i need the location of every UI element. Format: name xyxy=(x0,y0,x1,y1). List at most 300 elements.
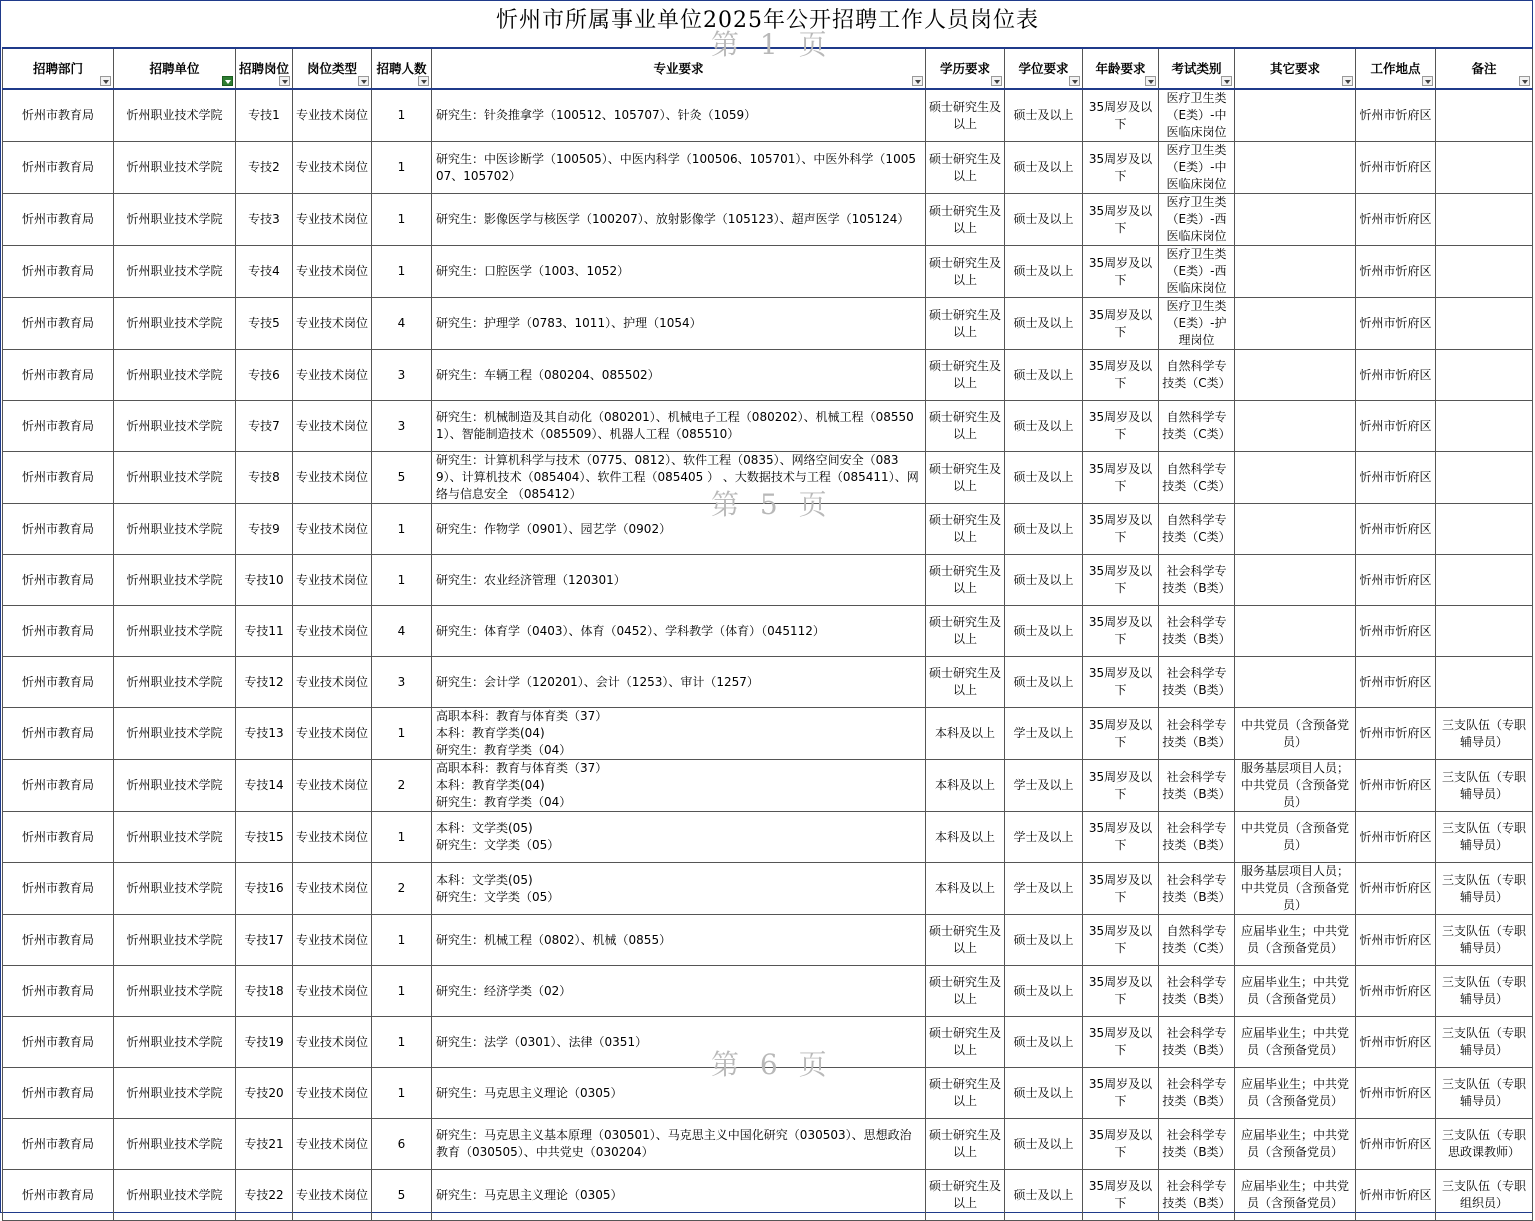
cell-place[interactable]: 忻州市忻府区 xyxy=(1356,1119,1436,1170)
cell-place[interactable]: 忻州市忻府区 xyxy=(1356,350,1436,401)
cell-type[interactable]: 专业技术岗位 xyxy=(293,194,372,246)
cell-note[interactable]: 三支队伍（专职辅导员） xyxy=(1436,708,1533,760)
cell-dept[interactable]: 忻州市教育局 xyxy=(3,555,114,606)
cell-major[interactable] xyxy=(432,708,926,760)
cell-place[interactable]: 忻州市忻府区 xyxy=(1356,966,1436,1017)
cell-place[interactable]: 忻州市忻府区 xyxy=(1356,760,1436,812)
cell-major[interactable] xyxy=(432,657,926,708)
cell-age[interactable]: 35周岁及以下 xyxy=(1083,708,1159,760)
cell-num[interactable]: 1 xyxy=(372,708,432,760)
cell-num[interactable]: 1 xyxy=(372,246,432,298)
cell-dept[interactable]: 忻州市教育局 xyxy=(3,760,114,812)
cell-place[interactable]: 忻州市忻府区 xyxy=(1356,246,1436,298)
cell-pos[interactable]: 专技14 xyxy=(236,760,293,812)
cell-place[interactable]: 忻州市忻府区 xyxy=(1356,863,1436,915)
cell-edu[interactable]: 本科及以上 xyxy=(926,760,1005,812)
filter-dropdown-icon[interactable] xyxy=(358,76,369,86)
cell-degree[interactable]: 硕士及以上 xyxy=(1005,194,1083,246)
cell-dept[interactable]: 忻州市教育局 xyxy=(3,350,114,401)
cell-edu[interactable]: 硕士研究生及以上 xyxy=(926,89,1005,142)
cell-other[interactable] xyxy=(1235,401,1356,452)
cell-pos[interactable]: 专技11 xyxy=(236,606,293,657)
cell-degree[interactable]: 硕士及以上 xyxy=(1005,657,1083,708)
cell-other[interactable] xyxy=(1235,606,1356,657)
cell-type[interactable]: 专业技术岗位 xyxy=(293,966,372,1017)
cell-edu[interactable]: 硕士研究生及以上 xyxy=(926,1170,1005,1221)
filter-dropdown-icon[interactable] xyxy=(1145,76,1156,86)
cell-degree[interactable]: 硕士及以上 xyxy=(1005,606,1083,657)
cell-place[interactable]: 忻州市忻府区 xyxy=(1356,298,1436,350)
cell-edu[interactable]: 硕士研究生及以上 xyxy=(926,1119,1005,1170)
cell-dept[interactable]: 忻州市教育局 xyxy=(3,915,114,966)
cell-unit[interactable]: 忻州职业技术学院 xyxy=(114,915,236,966)
cell-major[interactable] xyxy=(432,760,926,812)
cell-age[interactable]: 35周岁及以下 xyxy=(1083,1017,1159,1068)
cell-other[interactable] xyxy=(1235,350,1356,401)
cell-dept[interactable]: 忻州市教育局 xyxy=(3,89,114,142)
cell-major[interactable] xyxy=(432,298,926,350)
cell-exam[interactable]: 自然科学专技类（C类） xyxy=(1159,401,1235,452)
cell-place[interactable]: 忻州市忻府区 xyxy=(1356,142,1436,194)
cell-unit[interactable]: 忻州职业技术学院 xyxy=(114,142,236,194)
cell-age[interactable]: 35周岁及以下 xyxy=(1083,504,1159,555)
cell-note[interactable] xyxy=(1436,89,1533,142)
cell-num[interactable]: 1 xyxy=(372,504,432,555)
cell-degree[interactable]: 学士及以上 xyxy=(1005,708,1083,760)
cell-dept[interactable]: 忻州市教育局 xyxy=(3,401,114,452)
cell-degree[interactable]: 硕士及以上 xyxy=(1005,89,1083,142)
cell-dept[interactable]: 忻州市教育局 xyxy=(3,863,114,915)
table-row xyxy=(3,555,1533,606)
cell-place[interactable]: 忻州市忻府区 xyxy=(1356,1170,1436,1221)
cell-type[interactable]: 专业技术岗位 xyxy=(293,708,372,760)
cell-age[interactable]: 35周岁及以下 xyxy=(1083,401,1159,452)
cell-age[interactable]: 35周岁及以下 xyxy=(1083,350,1159,401)
cell-other[interactable]: 服务基层项目人员；中共党员（含预备党员） xyxy=(1235,760,1356,812)
cell-place[interactable]: 忻州市忻府区 xyxy=(1356,401,1436,452)
cell-exam[interactable]: 医疗卫生类（E类）-西医临床岗位 xyxy=(1159,246,1235,298)
cell-note[interactable]: 三支队伍（专职辅导员） xyxy=(1436,760,1533,812)
cell-age[interactable]: 35周岁及以下 xyxy=(1083,606,1159,657)
cell-exam[interactable]: 社会科学专技类（B类） xyxy=(1159,1170,1235,1221)
cell-exam[interactable]: 社会科学专技类（B类） xyxy=(1159,1119,1235,1170)
cell-other[interactable]: 应届毕业生；中共党员（含预备党员） xyxy=(1235,1017,1356,1068)
filter-dropdown-icon[interactable] xyxy=(418,76,429,86)
cell-other[interactable]: 应届毕业生；中共党员（含预备党员） xyxy=(1235,1170,1356,1221)
cell-edu[interactable]: 硕士研究生及以上 xyxy=(926,504,1005,555)
cell-degree[interactable]: 硕士及以上 xyxy=(1005,504,1083,555)
filter-dropdown-icon[interactable] xyxy=(1069,76,1080,86)
cell-place[interactable]: 忻州市忻府区 xyxy=(1356,812,1436,863)
cell-place[interactable]: 忻州市忻府区 xyxy=(1356,555,1436,606)
cell-edu[interactable]: 硕士研究生及以上 xyxy=(926,915,1005,966)
cell-other[interactable] xyxy=(1235,246,1356,298)
cell-other[interactable]: 中共党员（含预备党员） xyxy=(1235,708,1356,760)
cell-unit[interactable]: 忻州职业技术学院 xyxy=(114,350,236,401)
filter-active-icon[interactable] xyxy=(222,76,233,86)
cell-unit[interactable]: 忻州职业技术学院 xyxy=(114,246,236,298)
cell-num[interactable]: 2 xyxy=(372,863,432,915)
filter-dropdown-icon[interactable] xyxy=(991,76,1002,86)
cell-exam[interactable]: 社会科学专技类（B类） xyxy=(1159,1068,1235,1119)
cell-type[interactable]: 专业技术岗位 xyxy=(293,246,372,298)
filter-dropdown-icon[interactable] xyxy=(1422,76,1433,86)
cell-degree[interactable]: 硕士及以上 xyxy=(1005,401,1083,452)
cell-place[interactable]: 忻州市忻府区 xyxy=(1356,1068,1436,1119)
cell-major[interactable] xyxy=(432,555,926,606)
cell-age[interactable]: 35周岁及以下 xyxy=(1083,966,1159,1017)
cell-note[interactable]: 三支队伍（专职组织员） xyxy=(1436,1170,1533,1221)
cell-major[interactable] xyxy=(432,350,926,401)
cell-major[interactable] xyxy=(432,606,926,657)
cell-num[interactable]: 1 xyxy=(372,812,432,863)
cell-age[interactable]: 35周岁及以下 xyxy=(1083,760,1159,812)
cell-unit[interactable]: 忻州职业技术学院 xyxy=(114,1170,236,1221)
cell-exam[interactable]: 社会科学专技类（B类） xyxy=(1159,812,1235,863)
cell-dept[interactable]: 忻州市教育局 xyxy=(3,657,114,708)
cell-exam[interactable]: 社会科学专技类（B类） xyxy=(1159,863,1235,915)
cell-edu[interactable]: 硕士研究生及以上 xyxy=(926,1017,1005,1068)
cell-degree[interactable]: 硕士及以上 xyxy=(1005,1170,1083,1221)
cell-place[interactable]: 忻州市忻府区 xyxy=(1356,606,1436,657)
cell-type[interactable]: 专业技术岗位 xyxy=(293,863,372,915)
cell-pos[interactable]: 专技13 xyxy=(236,708,293,760)
cell-exam[interactable]: 社会科学专技类（B类） xyxy=(1159,708,1235,760)
cell-num[interactable]: 1 xyxy=(372,555,432,606)
cell-num[interactable]: 1 xyxy=(372,142,432,194)
cell-major[interactable] xyxy=(432,401,926,452)
cell-pos[interactable]: 专技9 xyxy=(236,504,293,555)
cell-place[interactable]: 忻州市忻府区 xyxy=(1356,708,1436,760)
cell-other[interactable] xyxy=(1235,194,1356,246)
cell-note[interactable] xyxy=(1436,142,1533,194)
cell-degree[interactable]: 硕士及以上 xyxy=(1005,142,1083,194)
cell-note[interactable]: 三支队伍（专职辅导员） xyxy=(1436,1068,1533,1119)
cell-type[interactable]: 专业技术岗位 xyxy=(293,298,372,350)
cell-note[interactable]: 三支队伍（专职思政课教师） xyxy=(1436,1119,1533,1170)
cell-num[interactable]: 4 xyxy=(372,606,432,657)
cell-dept[interactable]: 忻州市教育局 xyxy=(3,452,114,504)
cell-dept[interactable]: 忻州市教育局 xyxy=(3,504,114,555)
cell-other[interactable] xyxy=(1235,504,1356,555)
cell-unit[interactable]: 忻州职业技术学院 xyxy=(114,1068,236,1119)
cell-unit[interactable]: 忻州职业技术学院 xyxy=(114,606,236,657)
filter-dropdown-icon[interactable] xyxy=(100,76,111,86)
cell-note[interactable] xyxy=(1436,298,1533,350)
filter-dropdown-icon[interactable] xyxy=(1519,76,1530,86)
cell-degree[interactable]: 硕士及以上 xyxy=(1005,350,1083,401)
cell-unit[interactable]: 忻州职业技术学院 xyxy=(114,708,236,760)
cell-major[interactable] xyxy=(432,142,926,194)
cell-num[interactable]: 1 xyxy=(372,1068,432,1119)
cell-type[interactable]: 专业技术岗位 xyxy=(293,504,372,555)
cell-unit[interactable]: 忻州职业技术学院 xyxy=(114,89,236,142)
cell-edu[interactable]: 硕士研究生及以上 xyxy=(926,966,1005,1017)
cell-exam[interactable]: 自然科学专技类（C类） xyxy=(1159,915,1235,966)
cell-other[interactable]: 服务基层项目人员；中共党员（含预备党员） xyxy=(1235,863,1356,915)
cell-degree[interactable]: 学士及以上 xyxy=(1005,812,1083,863)
cell-pos[interactable]: 专技19 xyxy=(236,1017,293,1068)
cell-num[interactable]: 5 xyxy=(372,1170,432,1221)
cell-type[interactable]: 专业技术岗位 xyxy=(293,657,372,708)
cell-pos[interactable]: 专技18 xyxy=(236,966,293,1017)
cell-age[interactable]: 35周岁及以下 xyxy=(1083,1068,1159,1119)
cell-unit[interactable]: 忻州职业技术学院 xyxy=(114,657,236,708)
filter-dropdown-icon[interactable] xyxy=(1221,76,1232,86)
cell-type[interactable]: 专业技术岗位 xyxy=(293,915,372,966)
cell-degree[interactable]: 硕士及以上 xyxy=(1005,915,1083,966)
cell-pos[interactable]: 专技8 xyxy=(236,452,293,504)
cell-num[interactable]: 1 xyxy=(372,1017,432,1068)
cell-type[interactable]: 专业技术岗位 xyxy=(293,606,372,657)
cell-unit[interactable]: 忻州职业技术学院 xyxy=(114,452,236,504)
cell-degree[interactable]: 学士及以上 xyxy=(1005,863,1083,915)
cell-type[interactable]: 专业技术岗位 xyxy=(293,401,372,452)
cell-exam[interactable]: 社会科学专技类（B类） xyxy=(1159,657,1235,708)
cell-age[interactable]: 35周岁及以下 xyxy=(1083,657,1159,708)
cell-edu[interactable]: 硕士研究生及以上 xyxy=(926,606,1005,657)
cell-degree[interactable]: 硕士及以上 xyxy=(1005,452,1083,504)
cell-pos[interactable]: 专技22 xyxy=(236,1170,293,1221)
cell-num[interactable]: 5 xyxy=(372,452,432,504)
cell-major[interactable] xyxy=(432,246,926,298)
cell-edu[interactable]: 硕士研究生及以上 xyxy=(926,246,1005,298)
cell-other[interactable]: 应届毕业生；中共党员（含预备党员） xyxy=(1235,1068,1356,1119)
cell-note[interactable]: 三支队伍（专职辅导员） xyxy=(1436,812,1533,863)
cell-edu[interactable]: 硕士研究生及以上 xyxy=(926,401,1005,452)
cell-place[interactable]: 忻州市忻府区 xyxy=(1356,89,1436,142)
cell-age[interactable]: 35周岁及以下 xyxy=(1083,1119,1159,1170)
cell-exam[interactable]: 自然科学专技类（C类） xyxy=(1159,504,1235,555)
cell-pos[interactable]: 专技7 xyxy=(236,401,293,452)
cell-num[interactable]: 6 xyxy=(372,1119,432,1170)
cell-note[interactable] xyxy=(1436,452,1533,504)
cell-pos[interactable]: 专技3 xyxy=(236,194,293,246)
cell-age[interactable]: 35周岁及以下 xyxy=(1083,89,1159,142)
cell-edu[interactable]: 本科及以上 xyxy=(926,863,1005,915)
cell-note[interactable] xyxy=(1436,504,1533,555)
cell-unit[interactable]: 忻州职业技术学院 xyxy=(114,504,236,555)
cell-degree[interactable]: 硕士及以上 xyxy=(1005,246,1083,298)
cell-major[interactable] xyxy=(432,1119,926,1170)
cell-type[interactable]: 专业技术岗位 xyxy=(293,452,372,504)
cell-unit[interactable]: 忻州职业技术学院 xyxy=(114,194,236,246)
filter-dropdown-icon[interactable] xyxy=(1342,76,1353,86)
cell-other[interactable]: 应届毕业生；中共党员（含预备党员） xyxy=(1235,966,1356,1017)
cell-degree[interactable]: 硕士及以上 xyxy=(1005,1017,1083,1068)
cell-age[interactable]: 35周岁及以下 xyxy=(1083,812,1159,863)
cell-major[interactable] xyxy=(432,966,926,1017)
cell-unit[interactable]: 忻州职业技术学院 xyxy=(114,555,236,606)
cell-unit[interactable]: 忻州职业技术学院 xyxy=(114,863,236,915)
cell-dept[interactable]: 忻州市教育局 xyxy=(3,194,114,246)
cell-edu[interactable]: 本科及以上 xyxy=(926,708,1005,760)
cell-place[interactable]: 忻州市忻府区 xyxy=(1356,504,1436,555)
cell-age[interactable]: 35周岁及以下 xyxy=(1083,194,1159,246)
cell-num[interactable]: 1 xyxy=(372,194,432,246)
cell-major[interactable] xyxy=(432,812,926,863)
cell-other[interactable] xyxy=(1235,452,1356,504)
cell-note[interactable] xyxy=(1436,401,1533,452)
cell-note[interactable] xyxy=(1436,606,1533,657)
cell-major[interactable] xyxy=(432,1170,926,1221)
cell-exam[interactable]: 社会科学专技类（B类） xyxy=(1159,760,1235,812)
cell-pos[interactable]: 专技21 xyxy=(236,1119,293,1170)
cell-age[interactable]: 35周岁及以下 xyxy=(1083,863,1159,915)
cell-dept[interactable]: 忻州市教育局 xyxy=(3,606,114,657)
cell-major[interactable] xyxy=(432,863,926,915)
cell-type[interactable]: 专业技术岗位 xyxy=(293,760,372,812)
cell-pos[interactable]: 专技15 xyxy=(236,812,293,863)
cell-place[interactable]: 忻州市忻府区 xyxy=(1356,657,1436,708)
cell-dept[interactable]: 忻州市教育局 xyxy=(3,708,114,760)
cell-note[interactable]: 三支队伍（专职辅导员） xyxy=(1436,966,1533,1017)
cell-other[interactable]: 中共党员（含预备党员） xyxy=(1235,812,1356,863)
cell-num[interactable]: 1 xyxy=(372,966,432,1017)
cell-num[interactable]: 3 xyxy=(372,657,432,708)
cell-type[interactable]: 专业技术岗位 xyxy=(293,1119,372,1170)
cell-pos[interactable]: 专技10 xyxy=(236,555,293,606)
cell-age[interactable]: 35周岁及以下 xyxy=(1083,452,1159,504)
cell-edu[interactable]: 硕士研究生及以上 xyxy=(926,142,1005,194)
cell-pos[interactable]: 专技5 xyxy=(236,298,293,350)
cell-unit[interactable]: 忻州职业技术学院 xyxy=(114,1119,236,1170)
cell-num[interactable]: 1 xyxy=(372,89,432,142)
cell-unit[interactable]: 忻州职业技术学院 xyxy=(114,401,236,452)
cell-degree[interactable]: 硕士及以上 xyxy=(1005,1068,1083,1119)
cell-type[interactable]: 专业技术岗位 xyxy=(293,142,372,194)
cell-pos[interactable]: 专技4 xyxy=(236,246,293,298)
cell-edu[interactable]: 硕士研究生及以上 xyxy=(926,1068,1005,1119)
cell-type[interactable]: 专业技术岗位 xyxy=(293,1170,372,1221)
cell-degree[interactable]: 硕士及以上 xyxy=(1005,1119,1083,1170)
cell-edu[interactable]: 硕士研究生及以上 xyxy=(926,657,1005,708)
cell-num[interactable]: 3 xyxy=(372,401,432,452)
cell-dept[interactable]: 忻州市教育局 xyxy=(3,1068,114,1119)
cell-other[interactable]: 应届毕业生；中共党员（含预备党员） xyxy=(1235,1119,1356,1170)
cell-age[interactable]: 35周岁及以下 xyxy=(1083,142,1159,194)
cell-exam[interactable]: 社会科学专技类（B类） xyxy=(1159,606,1235,657)
cell-dept[interactable]: 忻州市教育局 xyxy=(3,298,114,350)
cell-degree[interactable]: 学士及以上 xyxy=(1005,760,1083,812)
cell-num[interactable]: 1 xyxy=(372,915,432,966)
cell-other[interactable] xyxy=(1235,555,1356,606)
cell-place[interactable]: 忻州市忻府区 xyxy=(1356,1017,1436,1068)
cell-dept[interactable]: 忻州市教育局 xyxy=(3,966,114,1017)
cell-exam[interactable]: 社会科学专技类（B类） xyxy=(1159,1017,1235,1068)
cell-note[interactable] xyxy=(1436,657,1533,708)
cell-type[interactable]: 专业技术岗位 xyxy=(293,350,372,401)
cell-type[interactable]: 专业技术岗位 xyxy=(293,812,372,863)
cell-unit[interactable]: 忻州职业技术学院 xyxy=(114,1017,236,1068)
cell-major[interactable] xyxy=(432,1068,926,1119)
cell-pos[interactable]: 专技1 xyxy=(236,89,293,142)
cell-note[interactable] xyxy=(1436,555,1533,606)
cell-note[interactable]: 三支队伍（专职辅导员） xyxy=(1436,1017,1533,1068)
cell-age[interactable]: 35周岁及以下 xyxy=(1083,246,1159,298)
cell-unit[interactable]: 忻州职业技术学院 xyxy=(114,966,236,1017)
cell-other[interactable] xyxy=(1235,142,1356,194)
cell-degree[interactable]: 硕士及以上 xyxy=(1005,298,1083,350)
cell-major[interactable] xyxy=(432,194,926,246)
cell-unit[interactable]: 忻州职业技术学院 xyxy=(114,298,236,350)
cell-dept[interactable]: 忻州市教育局 xyxy=(3,1170,114,1221)
cell-edu[interactable]: 硕士研究生及以上 xyxy=(926,298,1005,350)
cell-edu[interactable]: 硕士研究生及以上 xyxy=(926,350,1005,401)
cell-dept[interactable]: 忻州市教育局 xyxy=(3,142,114,194)
cell-major[interactable] xyxy=(432,915,926,966)
cell-other[interactable] xyxy=(1235,298,1356,350)
cell-exam[interactable]: 社会科学专技类（B类） xyxy=(1159,966,1235,1017)
cell-degree[interactable]: 硕士及以上 xyxy=(1005,555,1083,606)
cell-note[interactable]: 三支队伍（专职辅导员） xyxy=(1436,863,1533,915)
cell-major[interactable] xyxy=(432,504,926,555)
cell-edu[interactable]: 硕士研究生及以上 xyxy=(926,452,1005,504)
cell-num[interactable]: 3 xyxy=(372,350,432,401)
cell-type[interactable]: 专业技术岗位 xyxy=(293,1068,372,1119)
cell-unit[interactable]: 忻州职业技术学院 xyxy=(114,812,236,863)
cell-age[interactable]: 35周岁及以下 xyxy=(1083,1170,1159,1221)
cell-edu[interactable]: 硕士研究生及以上 xyxy=(926,555,1005,606)
cell-place[interactable]: 忻州市忻府区 xyxy=(1356,915,1436,966)
cell-note[interactable] xyxy=(1436,194,1533,246)
cell-note[interactable] xyxy=(1436,246,1533,298)
cell-other[interactable] xyxy=(1235,657,1356,708)
cell-dept[interactable]: 忻州市教育局 xyxy=(3,246,114,298)
cell-exam[interactable]: 医疗卫生类（E类）-中医临床岗位 xyxy=(1159,89,1235,142)
cell-exam[interactable]: 医疗卫生类（E类）-中医临床岗位 xyxy=(1159,142,1235,194)
filter-dropdown-icon[interactable] xyxy=(279,76,290,86)
cell-pos[interactable]: 专技12 xyxy=(236,657,293,708)
cell-exam[interactable]: 医疗卫生类（E类）-西医临床岗位 xyxy=(1159,194,1235,246)
cell-type[interactable]: 专业技术岗位 xyxy=(293,89,372,142)
cell-major[interactable] xyxy=(432,1017,926,1068)
cell-type[interactable]: 专业技术岗位 xyxy=(293,555,372,606)
cell-age[interactable]: 35周岁及以下 xyxy=(1083,915,1159,966)
cell-note[interactable]: 三支队伍（专职辅导员） xyxy=(1436,915,1533,966)
cell-exam[interactable]: 医疗卫生类（E类）-护理岗位 xyxy=(1159,298,1235,350)
cell-pos[interactable]: 专技17 xyxy=(236,915,293,966)
cell-edu[interactable]: 本科及以上 xyxy=(926,812,1005,863)
cell-pos[interactable]: 专技6 xyxy=(236,350,293,401)
cell-edu[interactable]: 硕士研究生及以上 xyxy=(926,194,1005,246)
cell-exam[interactable]: 社会科学专技类（B类） xyxy=(1159,555,1235,606)
cell-pos[interactable]: 专技20 xyxy=(236,1068,293,1119)
cell-dept[interactable]: 忻州市教育局 xyxy=(3,812,114,863)
cell-exam[interactable]: 自然科学专技类（C类） xyxy=(1159,452,1235,504)
cell-pos[interactable]: 专技2 xyxy=(236,142,293,194)
cell-age[interactable]: 35周岁及以下 xyxy=(1083,555,1159,606)
cell-num[interactable]: 4 xyxy=(372,298,432,350)
cell-place[interactable]: 忻州市忻府区 xyxy=(1356,452,1436,504)
cell-exam[interactable]: 自然科学专技类（C类） xyxy=(1159,350,1235,401)
cell-other[interactable] xyxy=(1235,89,1356,142)
cell-degree[interactable]: 硕士及以上 xyxy=(1005,966,1083,1017)
cell-unit[interactable]: 忻州职业技术学院 xyxy=(114,760,236,812)
cell-place[interactable]: 忻州市忻府区 xyxy=(1356,194,1436,246)
cell-dept[interactable]: 忻州市教育局 xyxy=(3,1119,114,1170)
cell-type[interactable]: 专业技术岗位 xyxy=(293,1017,372,1068)
filter-dropdown-icon[interactable] xyxy=(912,76,923,86)
cell-pos[interactable]: 专技16 xyxy=(236,863,293,915)
cell-age[interactable]: 35周岁及以下 xyxy=(1083,298,1159,350)
cell-major[interactable] xyxy=(432,452,926,504)
cell-dept[interactable]: 忻州市教育局 xyxy=(3,1017,114,1068)
cell-other[interactable]: 应届毕业生；中共党员（含预备党员） xyxy=(1235,915,1356,966)
cell-major[interactable] xyxy=(432,89,926,142)
cell-note[interactable] xyxy=(1436,350,1533,401)
cell-num[interactable]: 2 xyxy=(372,760,432,812)
